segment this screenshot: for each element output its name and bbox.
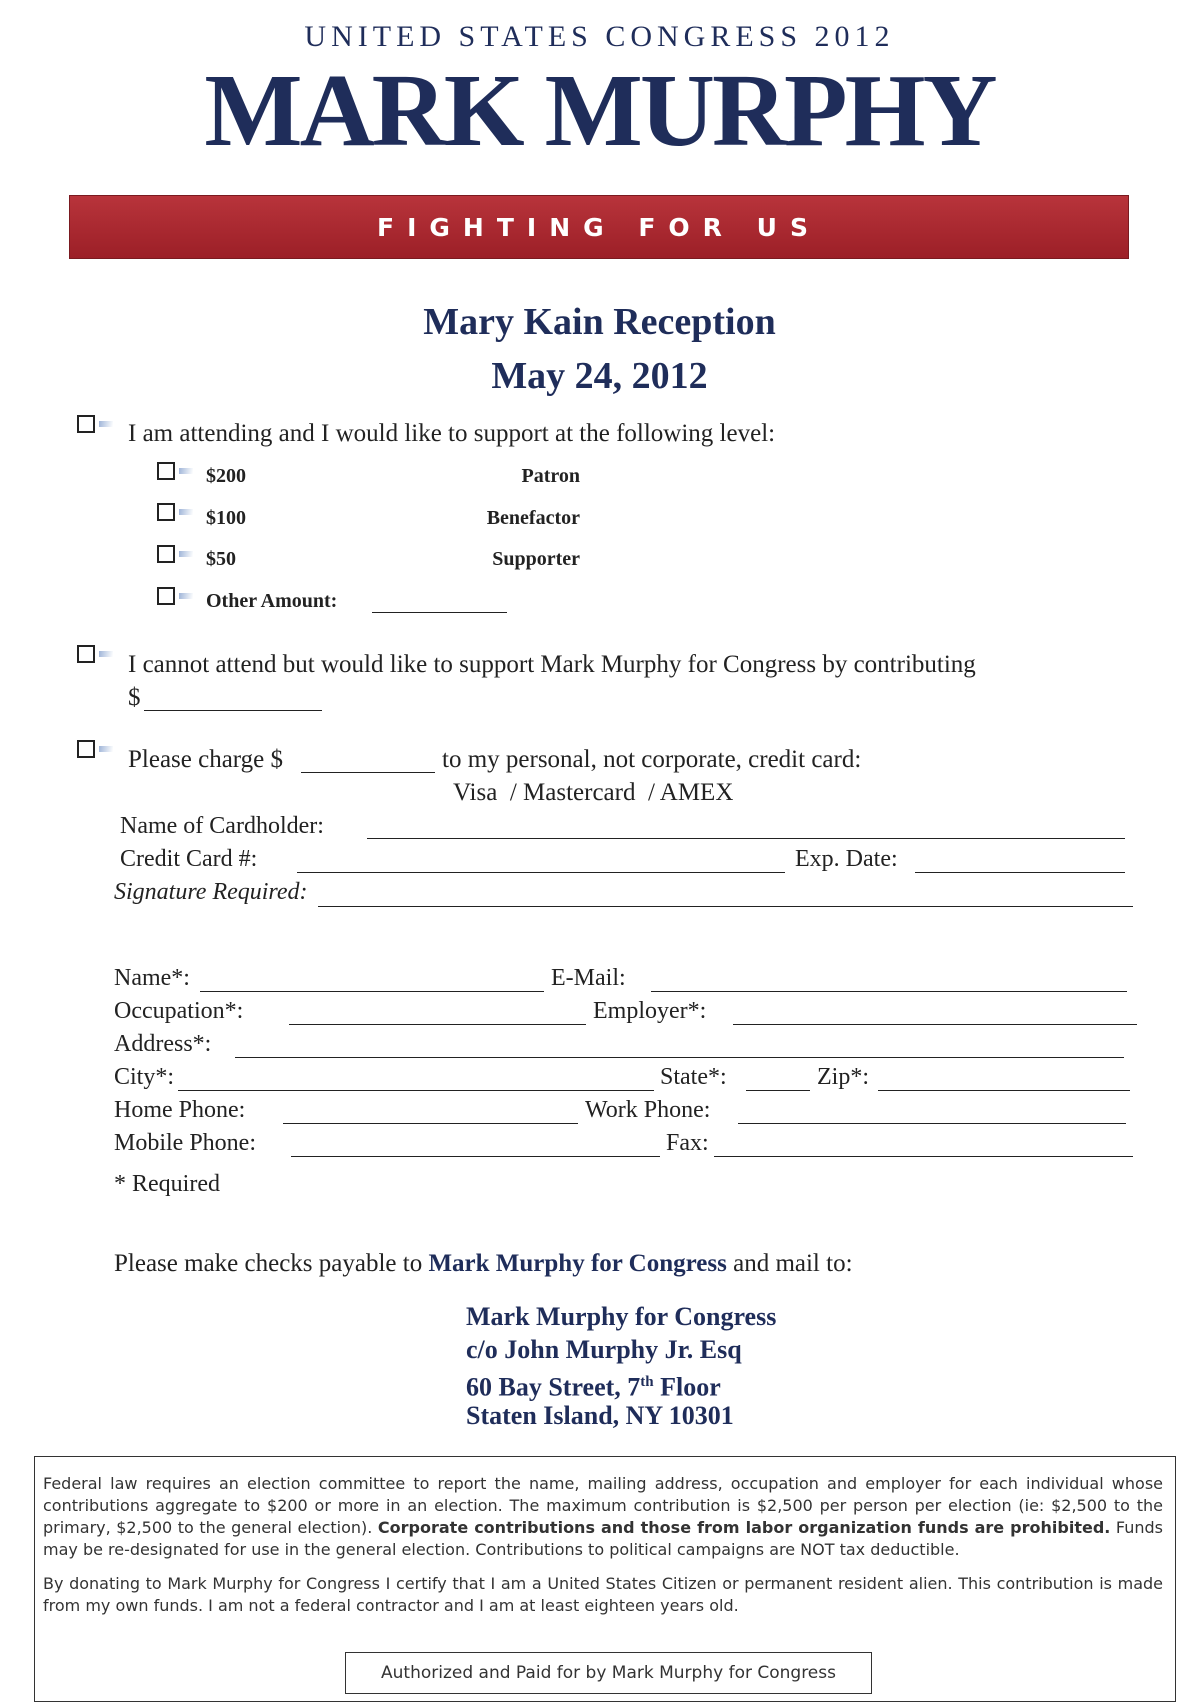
mobile-phone-label: Mobile Phone:: [114, 1130, 256, 1156]
zip-label: Zip*:: [817, 1064, 869, 1090]
charge-amount-input[interactable]: [301, 772, 435, 773]
cannot-attend-checkbox[interactable]: [77, 645, 95, 663]
exp-date-input[interactable]: [915, 872, 1125, 873]
employer-input[interactable]: [733, 1024, 1137, 1025]
slogan-banner: FIGHTING FOR US: [69, 195, 1129, 259]
employer-label: Employer*:: [593, 998, 707, 1024]
signature-label: Signature Required:: [114, 879, 308, 905]
cardholder-label: Name of Cardholder:: [120, 813, 324, 839]
level-100-amount: $100: [206, 507, 246, 529]
mailing-instruction: [114, 1250, 853, 1278]
address-input[interactable]: [235, 1057, 1124, 1058]
legal-p1-bold: Corporate contributions and those from labor organization funds are prohibited.: [377, 1518, 1111, 1537]
legal-p1-part1: Federal law requires an election committee to report the name, mailing address, occupation and employer for each individual whose contributions aggregate to $200 or more in an election. The maximum contribution is $2,500 per person per election (ie: $2,500 to the primary, $2,500 to the general election).: [43, 1474, 1163, 1537]
charge-suffix: to my personal, not corporate, credit card:: [442, 746, 862, 773]
level-50-name: Supporter: [492, 548, 580, 570]
attending-checkbox[interactable]: [77, 415, 95, 433]
zip-input[interactable]: [878, 1090, 1130, 1091]
event-title: Mary Kain Reception: [423, 301, 776, 343]
legal-p1-part2: Funds may be re-designated for use in the general election. Contributions to political campaigns are NOT tax deductible.: [43, 1518, 1163, 1559]
level-200-amount: $200: [206, 465, 246, 487]
legal-paragraph-2: By donating to Mark Murphy for Congress I certify that I am a United States Citizen or permanent resident alien. This contribution is made from my own funds. I am not a federal contractor and I am at least eighteen years old.: [43, 1574, 1163, 1615]
card-number-input[interactable]: [297, 872, 785, 873]
occupation-label: Occupation*:: [114, 998, 244, 1024]
fax-input[interactable]: [714, 1156, 1133, 1157]
other-amount-label: Other Amount:: [206, 590, 338, 612]
state-label: State*:: [660, 1064, 727, 1090]
address-line-3: [466, 1366, 721, 1404]
level-200-checkbox[interactable]: [157, 462, 175, 480]
other-amount-input[interactable]: [372, 612, 507, 613]
name-label: Name*:: [114, 965, 190, 991]
signature-input[interactable]: [318, 906, 1133, 907]
event-date: May 24, 2012: [491, 355, 708, 397]
candidate-name: MARK MURPHY: [204, 53, 995, 168]
attending-label: I am attending and I would like to support at the following level:: [128, 420, 776, 447]
address-line-4: Staten Island, NY 10301: [466, 1401, 734, 1430]
card-number-label: Credit Card #:: [120, 846, 258, 872]
legal-paragraph-1: [43, 1473, 1163, 1561]
state-input[interactable]: [746, 1090, 810, 1091]
address-line-3-sup: th: [640, 1374, 654, 1390]
level-200-name: Patron: [521, 465, 580, 487]
mobile-phone-input[interactable]: [291, 1156, 660, 1157]
address-line-3-pre: 60 Bay Street, 7: [466, 1372, 641, 1402]
level-100-checkbox[interactable]: [157, 503, 175, 521]
address-line-3-post: Floor: [653, 1372, 721, 1402]
email-label: E-Mail:: [551, 965, 626, 991]
level-50-checkbox[interactable]: [157, 545, 175, 563]
mailing-payee: Mark Murphy for Congress: [428, 1250, 727, 1277]
cannot-attend-label: I cannot attend but would like to support Mark Murphy for Congress by contributing: [128, 651, 976, 678]
contribution-amount-input[interactable]: [144, 710, 322, 711]
exp-date-label: Exp. Date:: [795, 846, 898, 872]
city-input[interactable]: [178, 1090, 654, 1091]
city-label: City*:: [114, 1064, 175, 1090]
email-input[interactable]: [651, 991, 1127, 992]
occupation-input[interactable]: [289, 1024, 586, 1025]
charge-card-checkbox[interactable]: [77, 740, 95, 758]
home-phone-input[interactable]: [283, 1123, 578, 1124]
mailing-instruction-prefix: Please make checks payable to: [114, 1250, 423, 1277]
other-amount-checkbox[interactable]: [157, 587, 175, 605]
home-phone-label: Home Phone:: [114, 1097, 246, 1123]
mailing-instruction-suffix: and mail to:: [733, 1250, 853, 1277]
address-label: Address*:: [114, 1031, 212, 1057]
required-note: * Required: [114, 1171, 220, 1197]
contribution-dollar-sign: $: [128, 684, 141, 711]
fax-label: Fax:: [666, 1130, 709, 1156]
address-line-2: c/o John Murphy Jr. Esq: [466, 1335, 742, 1364]
address-line-1: Mark Murphy for Congress: [466, 1302, 777, 1331]
name-input[interactable]: [200, 991, 544, 992]
level-100-name: Benefactor: [486, 507, 580, 529]
card-types: Visa / Mastercard / AMEX: [453, 779, 734, 806]
work-phone-input[interactable]: [738, 1123, 1126, 1124]
cardholder-input[interactable]: [367, 838, 1125, 839]
authorized-by-box: Authorized and Paid for by Mark Murphy for Congress: [345, 1652, 872, 1694]
level-50-amount: $50: [206, 548, 236, 570]
congress-line: UNITED STATES CONGRESS 2012: [304, 20, 895, 53]
charge-prefix: Please charge $: [128, 746, 284, 773]
work-phone-label: Work Phone:: [585, 1097, 711, 1123]
